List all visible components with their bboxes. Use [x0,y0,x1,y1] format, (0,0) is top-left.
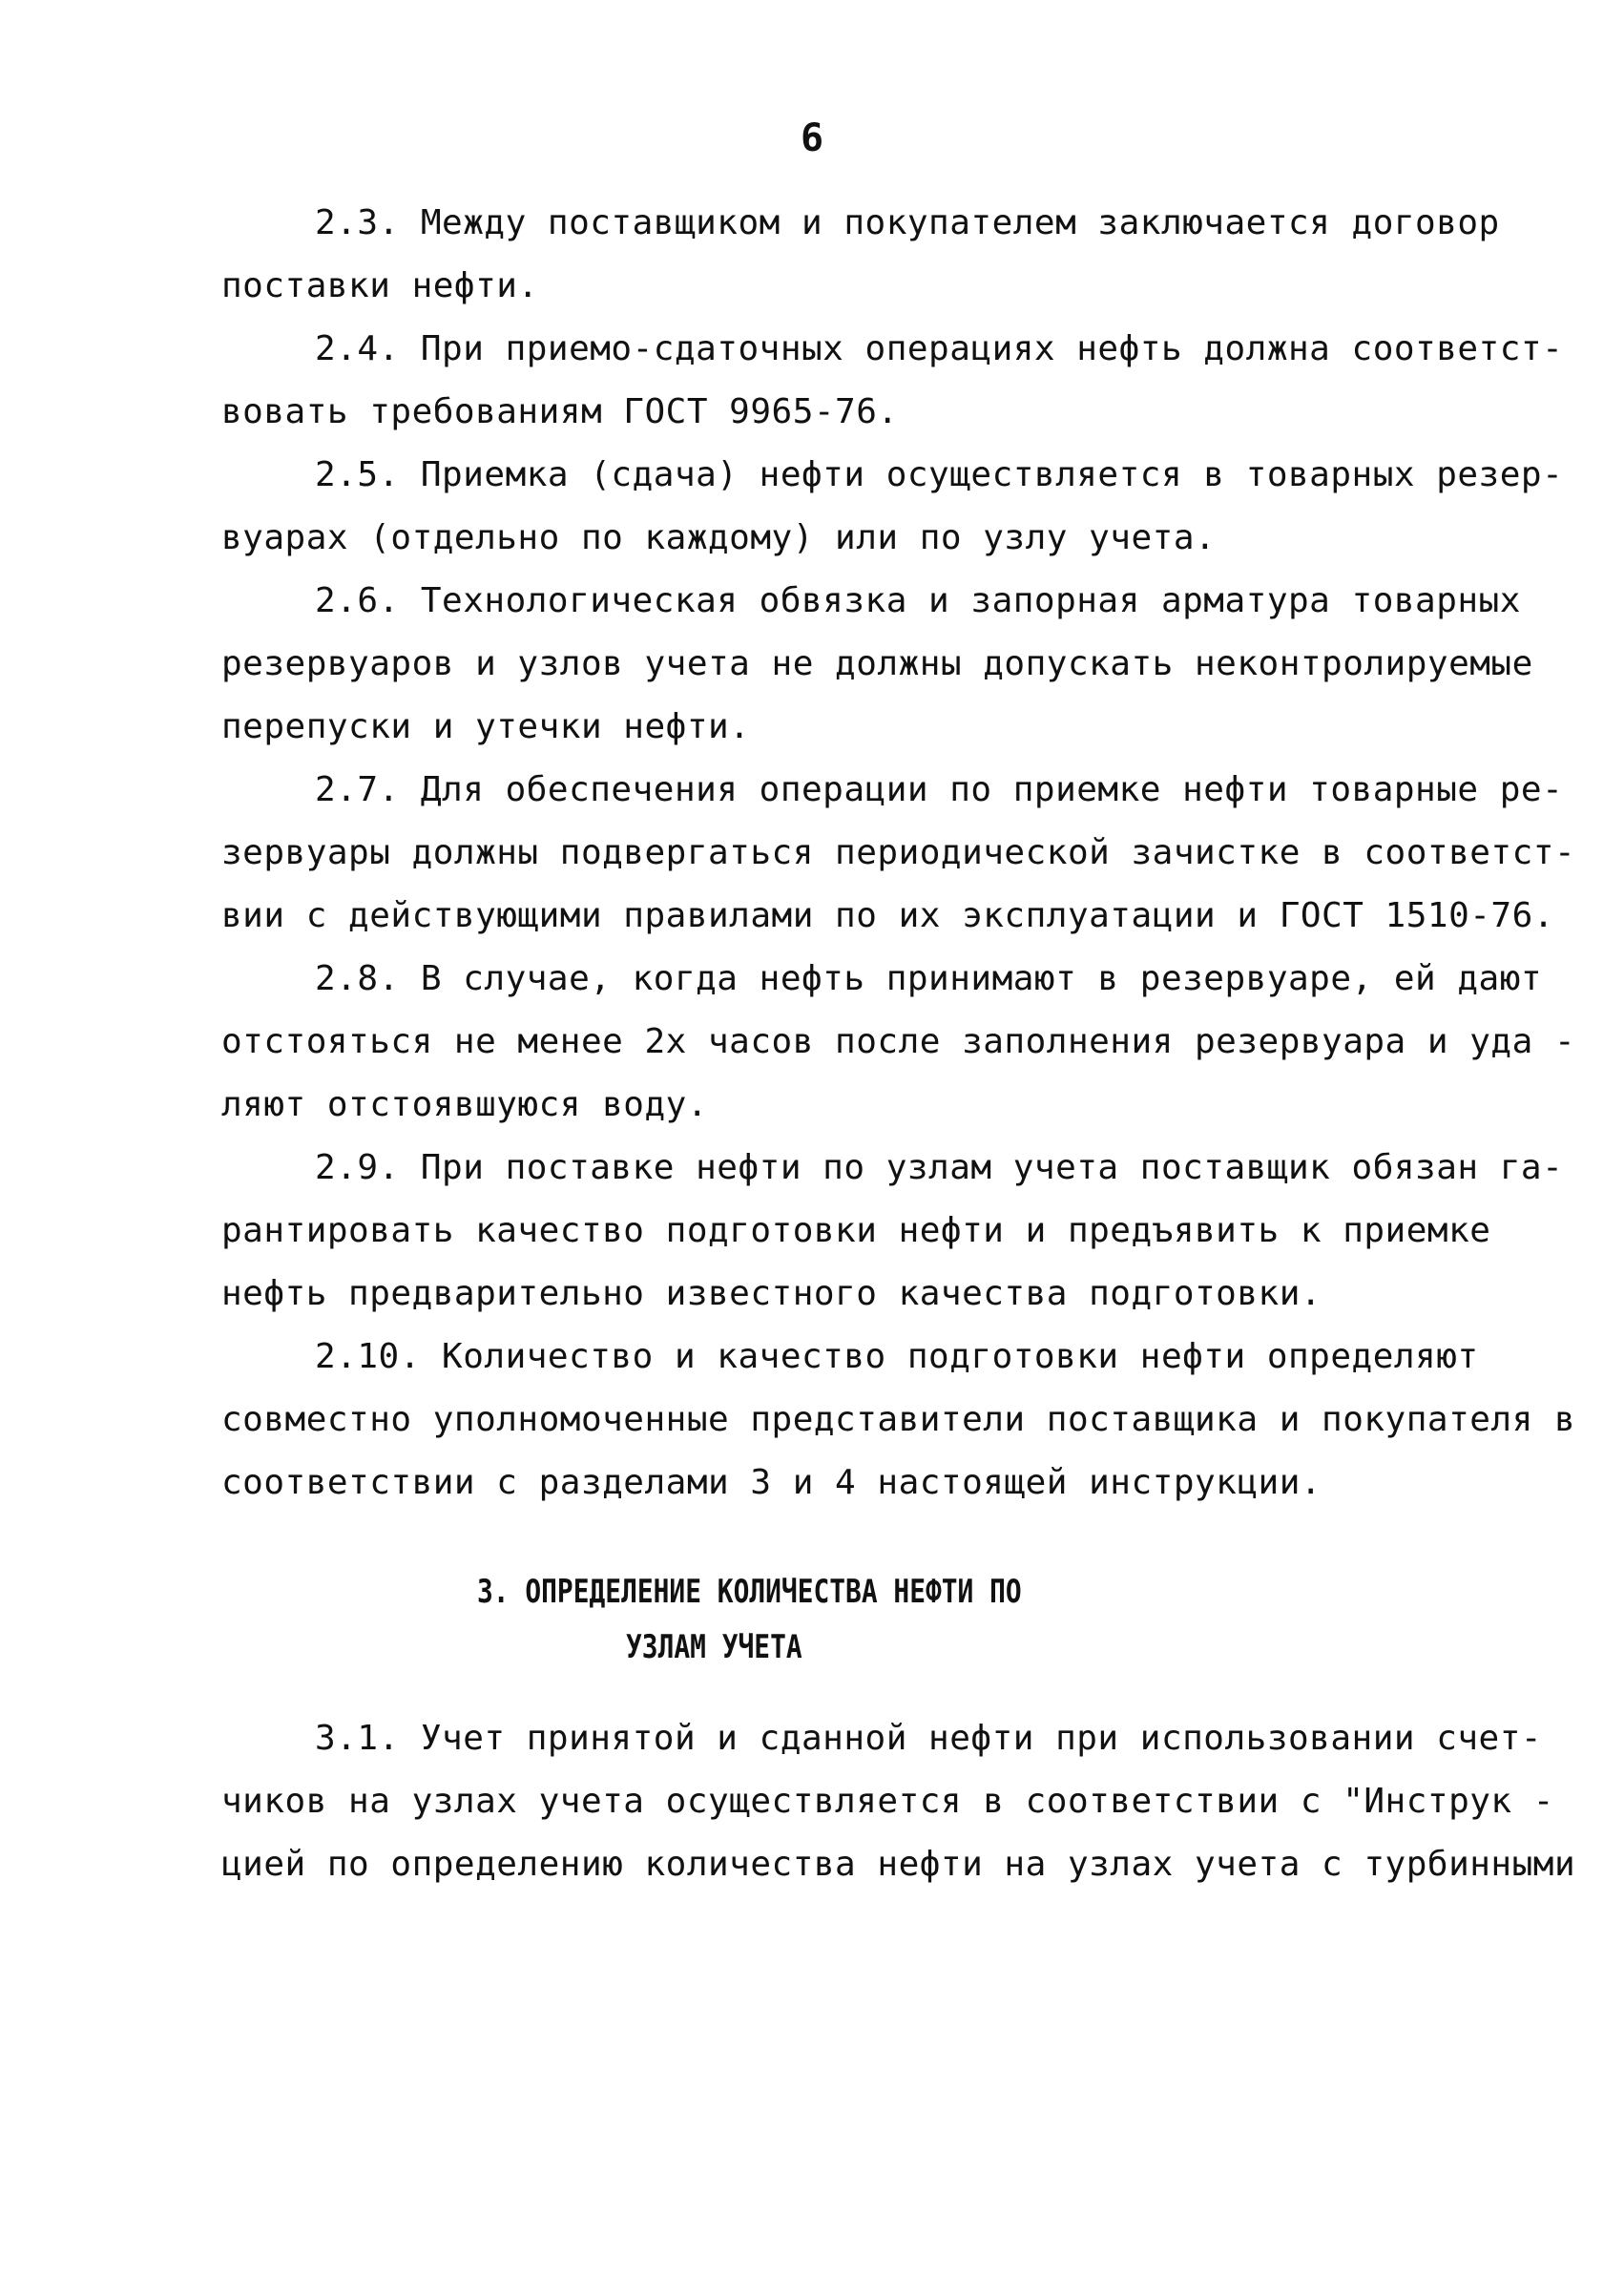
paragraph-2-3-line-1: 2.3. Между поставщиком и покупателем заключается договор [315,203,1500,242]
paragraph-2-5-line-2: вуарах (отдельно по каждому) или по узлу учета. [221,518,1217,557]
paragraph-2-4-line-2: вовать требованиям ГОСТ 9965-76. [221,392,899,431]
paragraph-2-8-line-3: ляют отстоявшуюся воду. [221,1085,708,1124]
paragraph-2-10-line-3: соответствии с разделами 3 и 4 настоящей инструкции. [221,1463,1322,1502]
paragraph-2-6-line-2: резервуаров и узлов учета не должны допускать неконтролируемые [221,644,1533,683]
paragraph-2-7-line-2: зервуары должны подвергаться периодической зачистке в соответст- [221,833,1576,872]
paragraph-3-1-line-3: цией по определению количества нефти на узлах учета с турбинными [221,1845,1576,1884]
paragraph-2-3-line-2: поставки нефти. [221,266,539,305]
page-number: 6 [800,116,824,160]
paragraph-2-10-line-2: совместно уполномоченные представители поставщика и покупателя в [221,1400,1576,1439]
paragraph-2-9-line-1: 2.9. При поставке нефти по узлам учета поставщик обязан га- [315,1148,1564,1187]
section-heading-line-2: УЗЛАМ УЧЕТА [626,1628,802,1666]
paragraph-2-7-line-3: вии с действующими правилами по их эксплуатации и ГОСТ 1510-76. [221,896,1554,935]
paragraph-2-8-line-1: 2.8. В случае, когда нефть принимают в резервуаре, ей дают [315,959,1543,998]
paragraph-2-4-line-1: 2.4. При приемо-сдаточных операциях нефть должна соответст- [315,329,1564,368]
paragraph-2-9-line-2: рантировать качество подготовки нефти и предъявить к приемке [221,1211,1491,1250]
paragraph-2-7-line-1: 2.7. Для обеспечения операции по приемке нефти товарные ре- [315,770,1564,809]
paragraph-2-6-line-3: перепуски и утечки нефти. [221,707,751,746]
paragraph-2-6-line-1: 2.6. Технологическая обвязка и запорная арматура товарных [315,581,1521,620]
paragraph-2-5-line-1: 2.5. Приемка (сдача) нефти осуществляется в товарных резер- [315,455,1564,494]
paragraph-2-9-line-3: нефть предварительно известного качества подготовки. [221,1274,1322,1313]
paragraph-3-1-line-1: 3.1. Учет принятой и сданной нефти при использовании счет- [315,1719,1543,1758]
section-heading-line-1: 3. ОПРЕДЕЛЕНИЕ КОЛИЧЕСТВА НЕФТИ ПО [477,1573,1022,1611]
paragraph-2-10-line-1: 2.10. Количество и качество подготовки нефти определяют [315,1337,1479,1376]
paragraph-2-8-line-2: отстояться не менее 2х часов после заполнения резервуара и уда - [221,1022,1576,1061]
paragraph-3-1-line-2: чиков на узлах учета осуществляется в соответствии с "Инструк - [221,1782,1554,1821]
